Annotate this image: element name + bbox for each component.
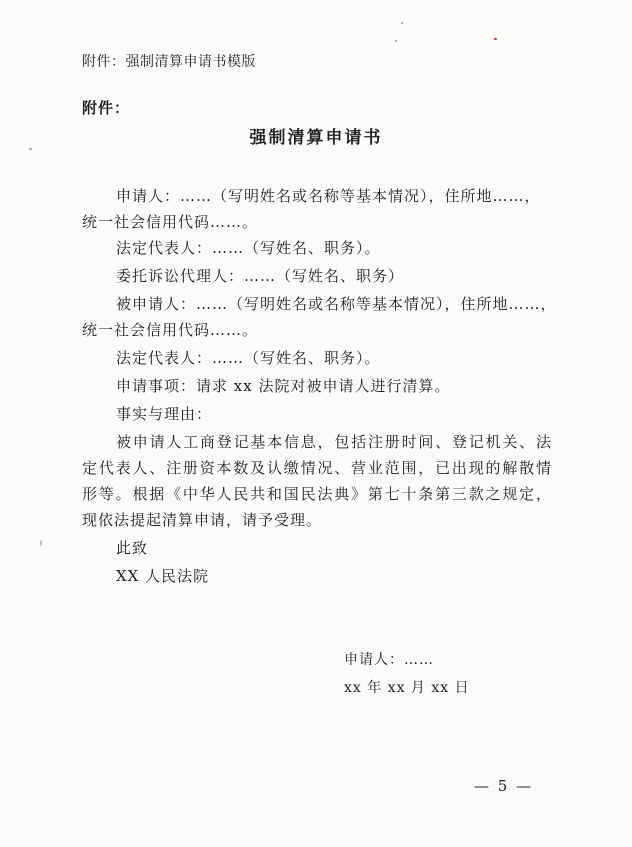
- litigation-agent: 委托诉讼代理人：……（写姓名、职务）: [116, 267, 405, 285]
- facts-heading: 事实与理由：: [116, 405, 213, 423]
- scan-speck: [29, 148, 32, 150]
- attachment-caption: 附件：强制清算申请书模版: [82, 54, 256, 70]
- attachment-label: 附件：: [82, 99, 131, 117]
- scan-speck: [494, 38, 497, 40]
- respondent-line-1: 被申请人：……（写明姓名或名称等基本情况），住所地……，: [116, 295, 557, 313]
- signature-applicant: 申请人：……: [344, 652, 434, 668]
- applicant-line-2: 统一社会信用代码……。: [82, 213, 259, 231]
- salutation: 此致: [116, 539, 149, 557]
- facts-line-3: 形等。根据《中华人民共和国民法典》第七十条第三款之规定，: [82, 485, 552, 503]
- scan-speck: [40, 540, 42, 546]
- document-title: 强制清算申请书: [249, 128, 383, 148]
- page-number: — 5 —: [474, 777, 534, 795]
- facts-line-4: 现依法提起清算申请，请予受理。: [82, 511, 323, 529]
- legal-representative-2: 法定代表人：……（写姓名、职务）。: [116, 349, 381, 367]
- facts-line-1: 被申请人工商登记基本信息，包括注册时间、登记机关、法: [116, 433, 552, 451]
- facts-line-2: 定代表人、注册资本数及认缴情况、营业范围，已出现的解散情: [82, 459, 552, 477]
- request-items: 申请事项：请求 xx 法院对被申请人进行清算。: [116, 377, 451, 395]
- scan-speck: [401, 22, 403, 24]
- applicant-line-1: 申请人：……（写明姓名或名称等基本情况），住所地……，: [116, 187, 541, 205]
- scan-speck: [395, 40, 397, 42]
- respondent-line-2: 统一社会信用代码……。: [82, 321, 259, 339]
- court-name: XX 人民法院: [116, 567, 210, 585]
- signature-date: xx 年 xx 月 xx 日: [344, 680, 470, 696]
- legal-representative-1: 法定代表人：……（写姓名、职务）。: [116, 239, 381, 257]
